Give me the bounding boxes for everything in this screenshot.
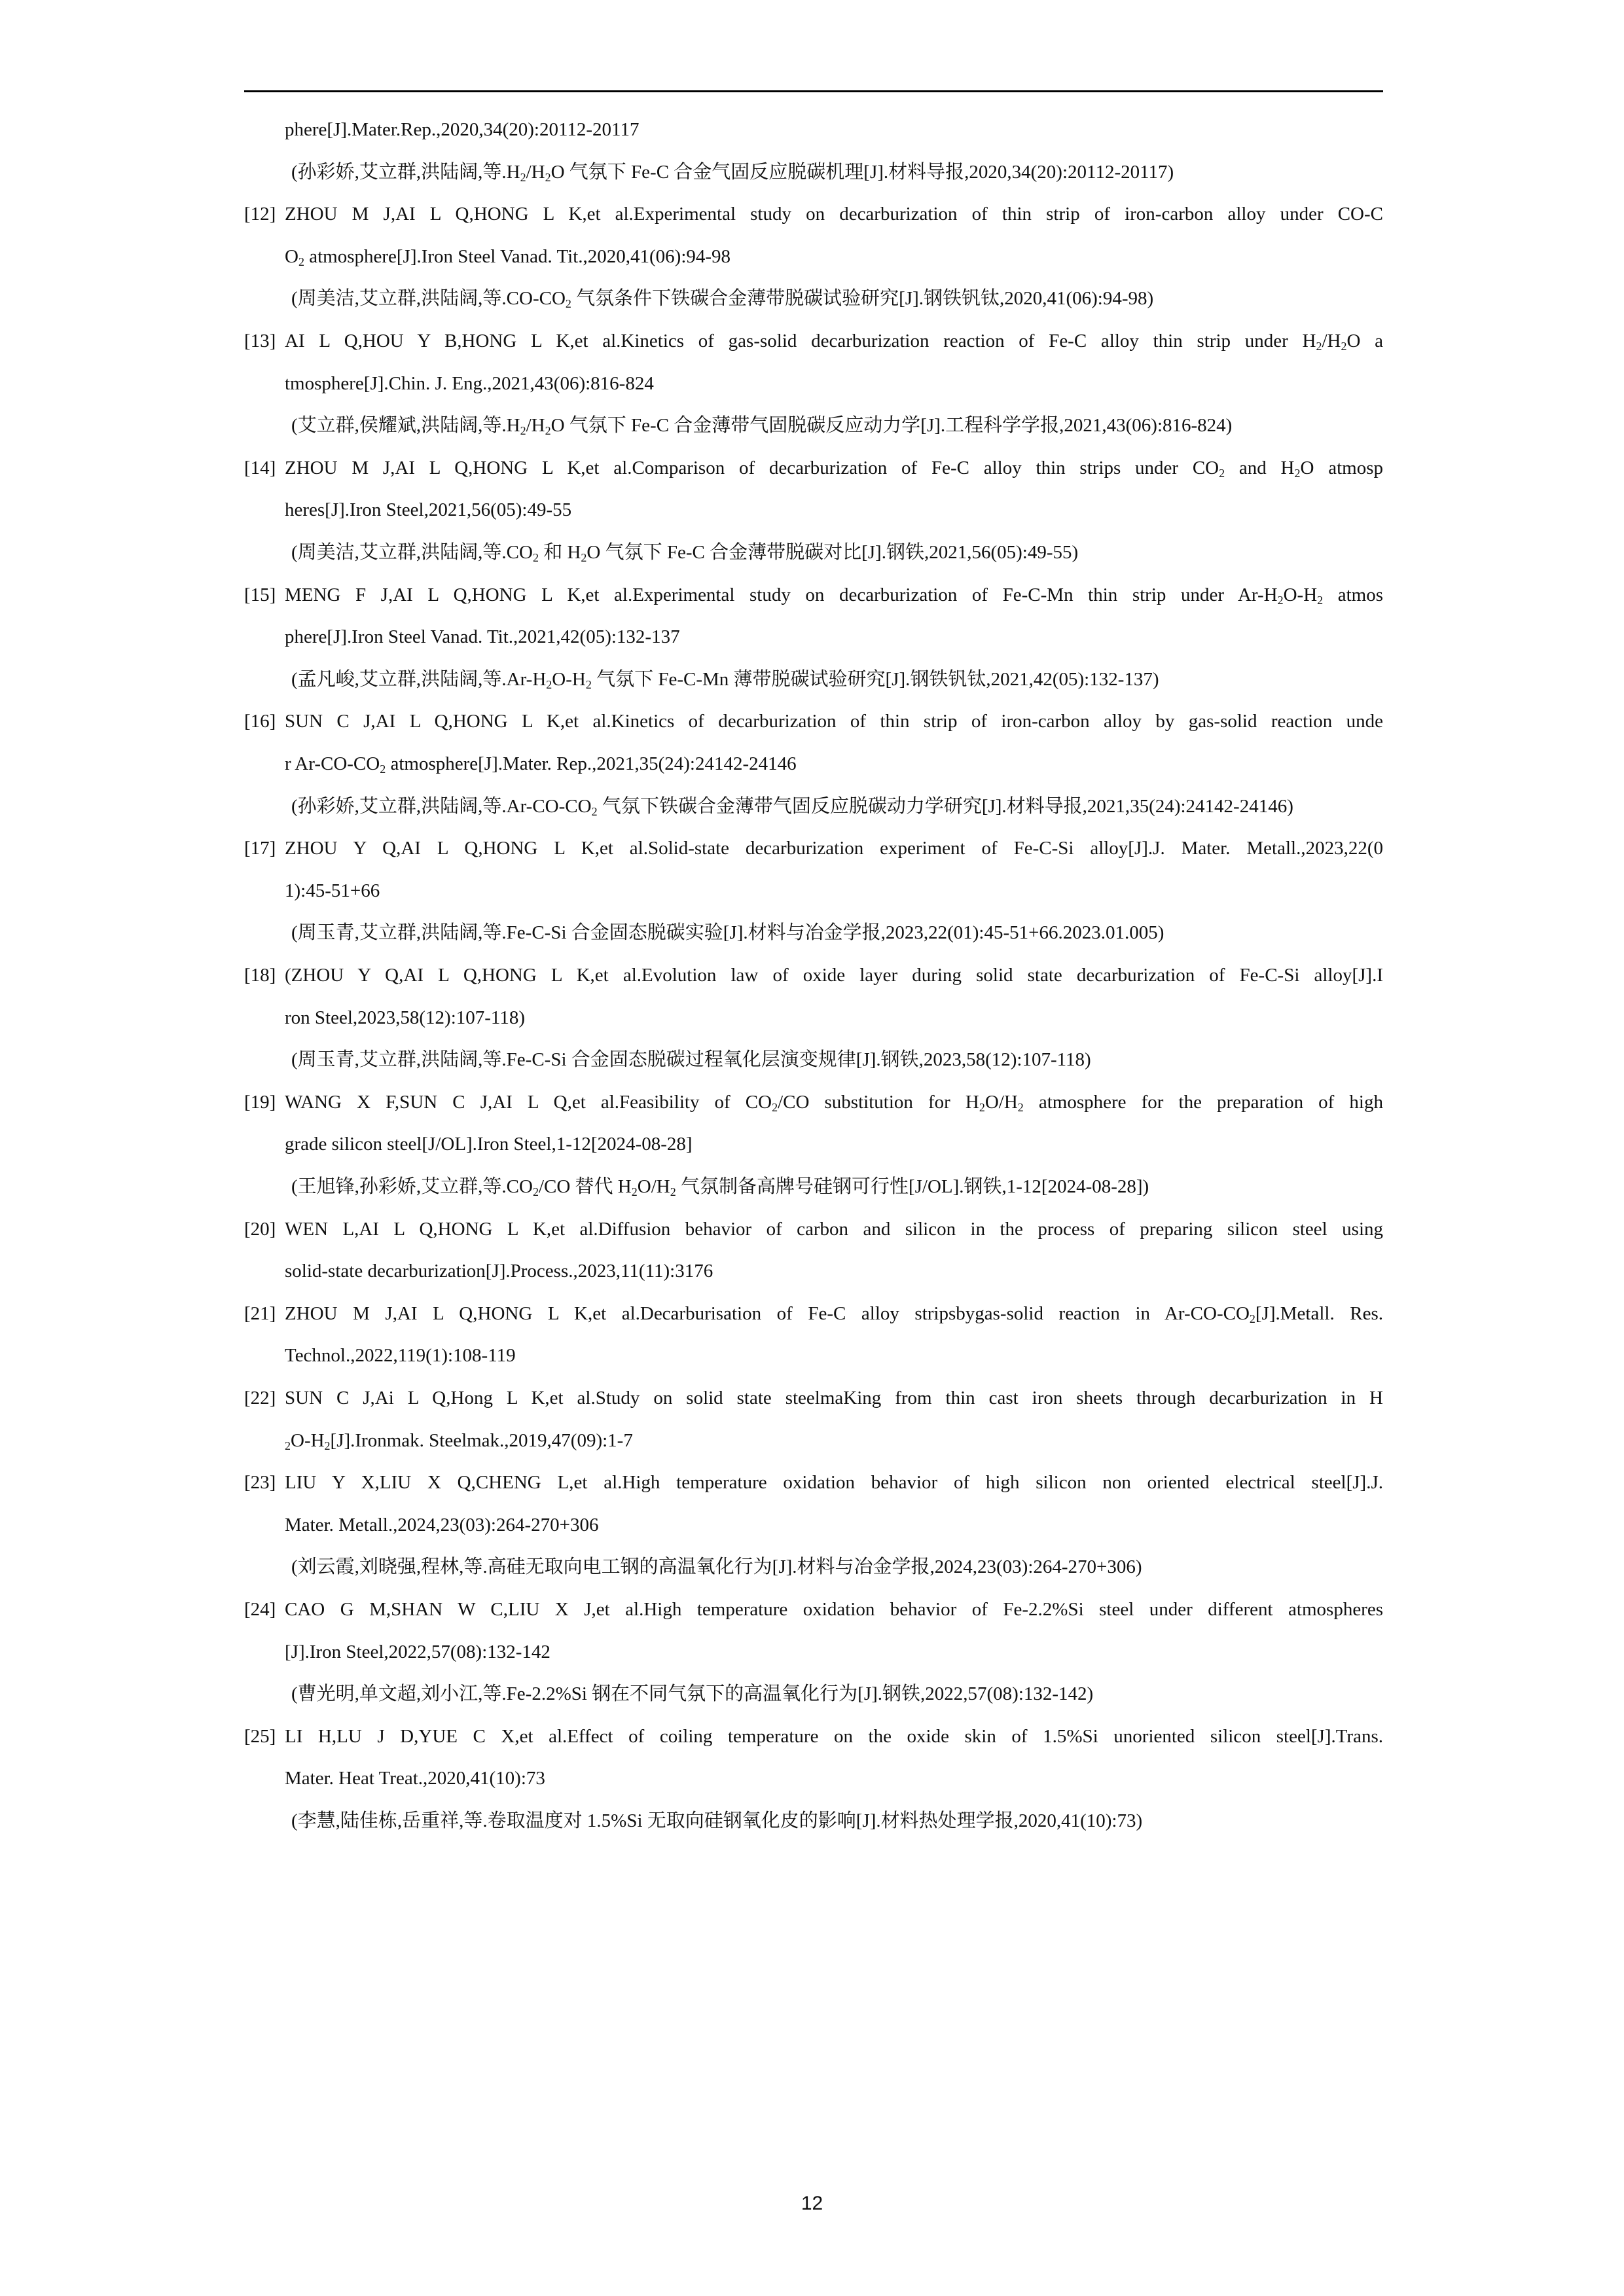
- reference-line: [14] ZHOU M J,AI L Q,HONG L K,et al.Comparison of decarburization of Fe-C alloy thin strips under $CO_2$ and $H_2O$ atmosp: [244, 455, 1383, 481]
- reference-line: [19] WANG X F,SUN C J,AI L Q,et al.Feasibility of $CO_2/CO$ substitution for $H_2O/H_2$ atmosphere for the preparation of high: [244, 1089, 1383, 1115]
- reference-line: phere[J].Mater.Rep.,2020,34(20):20112-20117: [285, 119, 640, 140]
- reference-line: [15] MENG F J,AI L Q,HONG L K,et al.Experimental study on decarburization of Fe-C-Mn thin strip under $Ar-H_2O-H_2$ atmos: [244, 582, 1383, 608]
- reference-number: [18]: [244, 965, 276, 986]
- reference-number: [25]: [244, 1726, 276, 1747]
- reference-number: [13]: [244, 331, 276, 351]
- reference-number: [24]: [244, 1599, 276, 1620]
- reference-translation: (孟凡峻,艾立群,洪陆阔,等$.Ar-H_2O-H_2$ 气氛下 Fe-C-Mn 薄带脱碳试验研究[J].钢铁钒钛,2021,42(05):132-137): [291, 669, 1159, 691]
- reference-line: [25] LI H,LU J D,YUE C X,et al.Effect of coiling temperature on the oxide skin of 1.5%Si unoriented silicon steel[J].Trans.: [244, 1723, 1383, 1749]
- reference-translation: (周美洁,艾立群,洪陆阔,等$.CO_2$ 和 $H_2O$ 气氛下 Fe-C 合金薄带脱碳对比[J].钢铁,2021,56(05):49-55): [291, 542, 1079, 564]
- reference-line: tmosphere[J].Chin. J. Eng.,2021,43(06):816-824: [285, 373, 654, 394]
- reference-line: grade silicon steel[J/OL].Iron Steel,1-12[2024-08-28]: [285, 1134, 693, 1155]
- reference-number: [22]: [244, 1388, 276, 1408]
- page-number: 12: [801, 2193, 823, 2214]
- reference-translation: (周玉青,艾立群,洪陆阔,等.Fe-C-Si 合金固态脱碳过程氧化层演变规律[J].钢铁,2023,58(12):107-118): [291, 1049, 1091, 1070]
- reference-line: r $Ar-CO-CO_2$ atmosphere[J].Mater. Rep.,2021,35(24):24142-24146: [285, 753, 797, 776]
- reference-line: heres[J].Iron Steel,2021,56(05):49-55: [285, 499, 572, 520]
- reference-line: 1):45-51+66: [285, 880, 380, 901]
- reference-number: [20]: [244, 1219, 276, 1240]
- reference-number: [16]: [244, 711, 276, 732]
- reference-translation: (周美洁,艾立群,洪陆阔,等$.CO-CO_2$ 气氛条件下铁碳合金薄带脱碳试验研究[J].钢铁钒钛,2020,41(06):94-98): [291, 288, 1154, 310]
- reference-line: [21] ZHOU M J,AI L Q,HONG L K,et al.Decarburisation of Fe-C alloy stripsbygas-solid reaction in $Ar-CO-CO_2[J].Metall$. Res.: [244, 1300, 1383, 1327]
- reference-line: Mater. Metall.,2024,23(03):264-270+306: [285, 1515, 599, 1535]
- reference-number: [14]: [244, 457, 276, 478]
- reference-line: [20] WEN L,AI L Q,HONG L K,et al.Diffusion behavior of carbon and silicon in the process of preparing silicon steel using: [244, 1216, 1383, 1242]
- reference-line: [24] CAO G M,SHAN W C,LIU X J,et al.High temperature oxidation behavior of Fe-2.2%Si steel under different atmospheres: [244, 1596, 1383, 1623]
- reference-line: [17] ZHOU Y Q,AI L Q,HONG L K,et al.Solid-state decarburization experiment of Fe-C-Si alloy[J].J. Mater. Metall.,2023,22(0: [244, 835, 1383, 861]
- reference-translation: (李慧,陆佳栋,岳重祥,等.卷取温度对 1.5%Si 无取向硅钢氧化皮的影响[J].材料热处理学报,2020,41(10):73): [291, 1810, 1143, 1831]
- reference-line: [23] LIU Y X,LIU X Q,CHENG L,et al.High temperature oxidation behavior of high silicon non oriented electrical steel[J].J.: [244, 1469, 1383, 1496]
- reference-line: solid-state decarburization[J].Process.,2023,11(11):3176: [285, 1261, 713, 1282]
- reference-line: $O_2$ atmosphere[J].Iron Steel Vanad. Tit.,2020,41(06):94-98: [285, 246, 731, 268]
- reference-translation: (孙彩娇,艾立群,洪陆阔,等$.H_2/H_2O$ 气氛下 Fe-C 合金气固反应脱碳机理[J].材料导报,2020,34(20):20112-20117): [291, 162, 1174, 184]
- reference-line: phere[J].Iron Steel Vanad. Tit.,2021,42(05):132-137: [285, 626, 680, 647]
- reference-number: [19]: [244, 1092, 276, 1113]
- reference-number: [12]: [244, 204, 276, 224]
- reference-line: [18] (ZHOU Y Q,AI L Q,HONG L K,et al.Evolution law of oxide layer during solid state decarburization of Fe-C-Si alloy[J].I: [244, 962, 1383, 988]
- reference-translation: (曹光明,单文超,刘小江,等.Fe-2.2%Si 钢在不同气氛下的高温氧化行为[J].钢铁,2022,57(08):132-142): [291, 1683, 1094, 1704]
- reference-line: Mater. Heat Treat.,2020,41(10):73: [285, 1768, 545, 1789]
- reference-line: [13] AI L Q,HOU Y B,HONG L K,et al.Kinetics of gas-solid decarburization reaction of Fe-C alloy thin strip under $H_2/H_2O$ a: [244, 328, 1383, 354]
- reference-line: [J].Iron Steel,2022,57(08):132-142: [285, 1641, 550, 1662]
- reference-line: ron Steel,2023,58(12):107-118): [285, 1007, 526, 1028]
- reference-line: [22] SUN C J,Ai L Q,Hong L K,et al.Study on solid state steelmaKing from thin cast iron sheets through decarburization in H: [244, 1385, 1383, 1411]
- reference-translation: (艾立群,侯耀斌,洪陆阔,等$.H_2/H_2O$ 气氛下 Fe-C 合金薄带气固脱碳反应动力学[J].工程科学学报,2021,43(06):816-824): [291, 415, 1233, 437]
- reference-line: Technol.,2022,119(1):108-119: [285, 1345, 516, 1366]
- reference-line: [12] ZHOU M J,AI L Q,HONG L K,et al.Experimental study on decarburization of thin strip of iron-carbon alloy under CO-C: [244, 201, 1383, 227]
- header-rule: [244, 90, 1383, 92]
- reference-line: $_2O-H_2[J].Ironmak$. Steelmak.,2019,47(09):1-7: [285, 1430, 633, 1452]
- reference-line: [16] SUN C J,AI L Q,HONG L K,et al.Kinetics of decarburization of thin strip of iron-carbon alloy by gas-solid reaction unde: [244, 708, 1383, 734]
- reference-number: [17]: [244, 838, 276, 859]
- reference-translation: (刘云霞,刘晓强,程林,等.高硅无取向电工钢的高温氧化行为[J].材料与冶金学报,2024,23(03):264-270+306): [291, 1556, 1142, 1577]
- reference-translation: (周玉青,艾立群,洪陆阔,等.Fe-C-Si 合金固态脱碳实验[J].材料与冶金学报,2023,22(01):45-51+66.2023.01.005): [291, 922, 1164, 943]
- reference-number: [15]: [244, 584, 276, 605]
- reference-number: [21]: [244, 1303, 276, 1324]
- reference-number: [23]: [244, 1472, 276, 1493]
- reference-translation: (孙彩娇,艾立群,洪陆阔,等$.Ar-CO-CO_2$ 气氛下铁碳合金薄带气固反应脱碳动力学研究[J].材料导报,2021,35(24):24142-24146): [291, 796, 1293, 818]
- reference-translation: (王旭锋,孙彩娇,艾立群,等$.CO_2/CO$ 替代 $H_2O/H_2$ 气氛制备高牌号硅钢可行性[J/OL].钢铁,1-12[2024-08-28]): [291, 1176, 1149, 1198]
